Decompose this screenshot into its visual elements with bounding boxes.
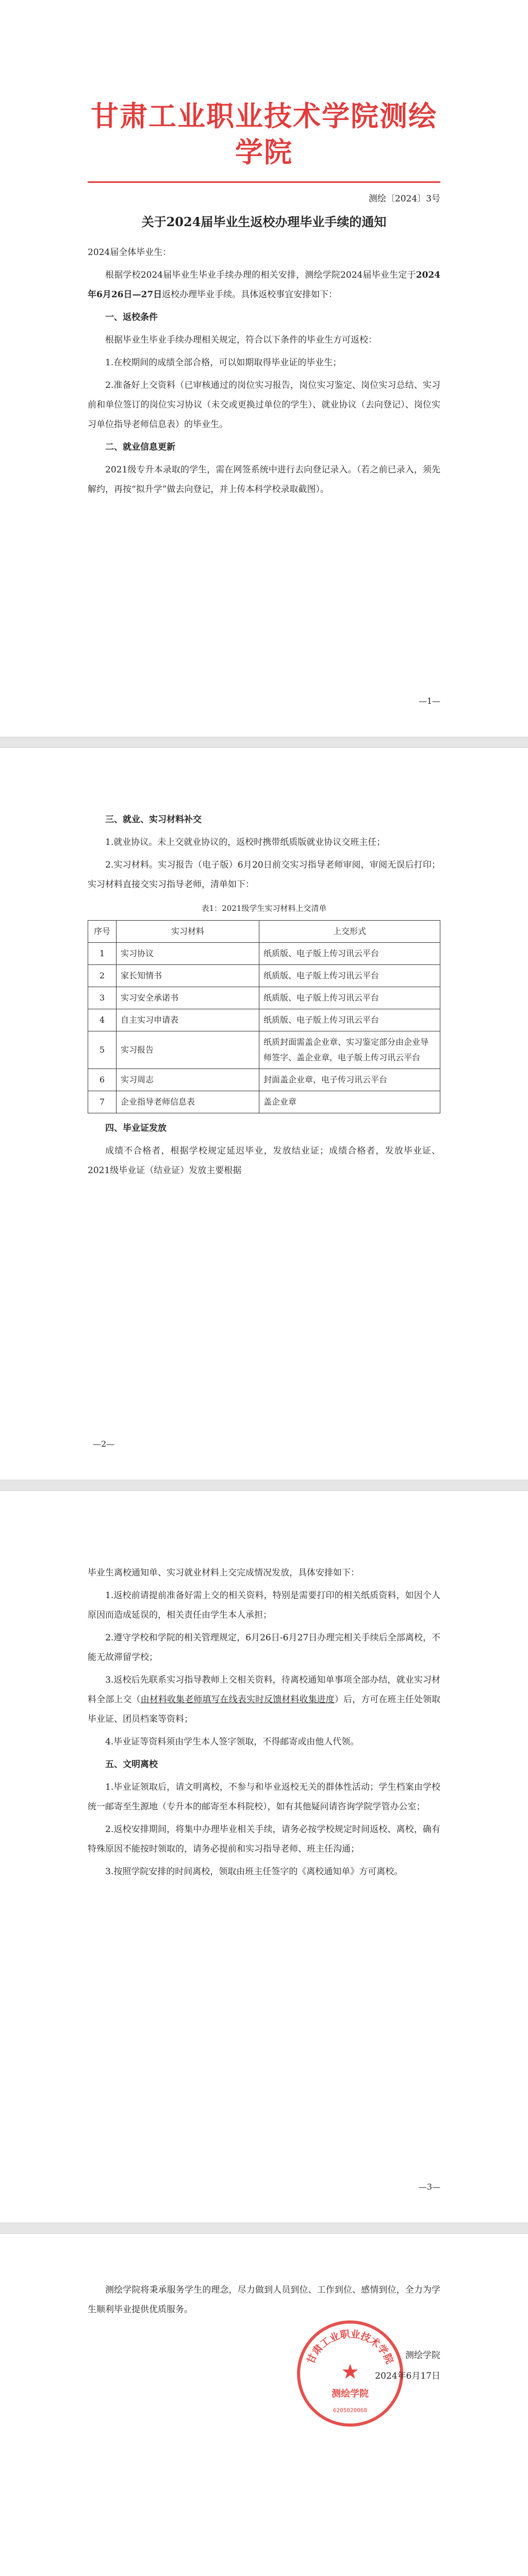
page-number: —3— <box>418 2182 440 2192</box>
page-number: —1— <box>418 696 440 706</box>
table-row <box>88 987 440 1009</box>
section-3-para-2: 2.实习材料。实习报告（电子版）6月20日前交实习指导老师审阅，审阅无误后打印；实习材料直接交实习指导老师，清单如下： <box>88 860 440 890</box>
table-header-material: 实习材料 <box>117 921 259 943</box>
table-cell-form: 封面盖企业章，电子传习讯云平台 <box>259 1069 440 1091</box>
signature-block <box>88 2328 440 2414</box>
svg-text:测绘学院: 测绘学院 <box>332 2388 369 2399</box>
closing-paragraph: 测绘学院将秉承服务学生的理念，尽力做到人员到位、工作到位、感情到位，全力为学生顺利毕业提供优质服务。 <box>88 2285 440 2315</box>
table-header-no: 序号 <box>88 921 117 943</box>
table-cell-material: 实习协议 <box>117 943 259 965</box>
date: 2024年6月17日 <box>375 2371 440 2381</box>
page-separator <box>0 1480 528 1491</box>
doc-number: 测绘〔2024〕3号 <box>368 194 440 204</box>
svg-text:★: ★ <box>341 2360 359 2384</box>
section-5-title: 五、文明离校 <box>105 1759 158 1770</box>
table-cell-no: 6 <box>88 1069 117 1091</box>
document-page-1 <box>0 0 528 737</box>
document-page-2 <box>0 748 528 1480</box>
signer: 测绘学院 <box>405 2350 440 2361</box>
salutation: 2024届全体毕业生： <box>88 247 172 258</box>
page3-para-1: 毕业生离校通知单、实习就业材料上交完成情况发放，具体安排如下： <box>88 1568 359 1578</box>
table-cell-no: 2 <box>88 965 117 987</box>
section-2-title: 二、就业信息更新 <box>105 442 175 452</box>
table-cell-form: 纸质版、电子版上传习讯云平台 <box>259 1009 440 1031</box>
table-cell-material: 实习安全承诺书 <box>117 987 259 1009</box>
table-cell-no: 7 <box>88 1091 117 1113</box>
section-5-para-2: 2.返校安排期间，将集中办理毕业相关手续，请务必按学校规定时间返校、离校，确有特殊原因不能按时领取的，请务必提前和实习指导老师、班主任沟通； <box>88 1824 440 1854</box>
page3-para-3: 2.遵守学校和学院的相关管理规定，6月26日-6月27日办理完相关手续后全部离校，不能无故滞留学校； <box>88 1633 440 1663</box>
section-1-para-2: 1.在校期间的成绩全部合格，可以如期取得毕业证的毕业生； <box>105 358 342 368</box>
section-2-para-1: 2021级专升本录取的学生，需在网签系统中进行去向登记录入。（若之前已录入，须先解约，再按“拟升学”做去向登记，并上传本科学校录取截图）。 <box>88 465 440 495</box>
page3-para-4: 3.返校后先联系实习指导教师上交相关资料，待离校通知单事项全部办结，就业实习材料全部上交（由材料收集老师填写在线表实时反馈材料收集进度）后，方可在班主任处领取毕业证、团员档案等资料； <box>88 1675 441 1724</box>
table-cell-no: 3 <box>88 987 117 1009</box>
table-cell-form: 纸质封面需盖企业章、实习鉴定部分由企业导师签字、盖企业章，电子版上传习讯云平台 <box>259 1031 440 1069</box>
section-1-para-3: 2.准备好上交资料（已审核通过的岗位实习报告，岗位实习鉴定、岗位实习总结、实习前和单位签订的岗位实习协议（未交或更换过单位的学生）、就业协议（去向登记）、岗位实习单位指导老师信息表）的毕业生。 <box>88 380 440 430</box>
table-cell-form: 纸质版、电子版上传习讯云平台 <box>259 987 440 1009</box>
section-5-para-3: 3.按照学院安排的时间离校，领取由班主任签字的《离校通知单》方可离校。 <box>105 1867 403 1877</box>
section-3-para-1: 1.就业协议。未上交就业协议的，返校时携带纸质版就业协议交班主任； <box>105 837 386 848</box>
table-cell-no: 5 <box>88 1031 117 1069</box>
table-cell-no: 4 <box>88 1009 117 1031</box>
section-4-para-1: 成绩不合格者，根据学校规定延迟毕业，发放结业证；成绩合格者，发放毕业证、2021级毕业证（结业证）发放主要根据 <box>88 1146 440 1176</box>
table-cell-material: 实习报告 <box>117 1031 259 1069</box>
table-header-form: 上交形式 <box>259 921 440 943</box>
table-cell-form: 纸质版、电子版上传习讯云平台 <box>259 943 440 965</box>
table-cell-material: 自主实习申请表 <box>117 1009 259 1031</box>
materials-table <box>88 920 440 1113</box>
section-5-para-1: 1.毕业证领取后，请文明离校，不参与和毕业返校无关的群体性活动；学生档案由学校统一邮寄至生源地（专升本的邮寄至本科院校），如有其他疑问请咨询学院学管办公室； <box>88 1782 440 1812</box>
table-cell-material: 实习周志 <box>117 1069 259 1091</box>
svg-text:6205020068: 6205020068 <box>333 2407 368 2414</box>
intro-paragraph: 根据学校2024届毕业生毕业手续办理的相关安排，测绘学院2024届毕业生定于2024年6月26日—27日返校办理毕业手续。具体返校事宜安排如下： <box>88 270 440 300</box>
table-row <box>88 1031 440 1069</box>
table-cell-material: 企业指导老师信息表 <box>117 1091 259 1113</box>
page3-para-5: 4.毕业证等资料须由学生本人签字领取，不得邮寄或由他人代领。 <box>105 1737 359 1747</box>
section-3-title: 三、就业、实习材料补交 <box>105 815 202 825</box>
section-4-title: 四、毕业证发放 <box>105 1123 167 1133</box>
table-cell-no: 1 <box>88 943 117 965</box>
document-page-3 <box>0 1491 528 2223</box>
page3-para-2: 1.返校前请提前准备好需上交的相关资料，特别是需要打印的相关纸质资料，如因个人原因而造成延误的，相关责任由学生本人承担； <box>88 1590 440 1620</box>
page-separator <box>0 737 528 748</box>
table-header-row <box>88 921 440 943</box>
table-row <box>88 1091 440 1113</box>
page-number: —2— <box>93 1439 115 1449</box>
table-row <box>88 943 440 965</box>
doc-title: 关于2024届毕业生返校办理毕业手续的通知 <box>141 214 387 229</box>
table-cell-form: 盖企业章 <box>259 1091 440 1113</box>
section-1-title: 一、返校条件 <box>105 312 158 323</box>
table-row <box>88 965 440 987</box>
table-row <box>88 1069 440 1091</box>
table-row <box>88 1009 440 1031</box>
table-cell-material: 家长知情书 <box>117 965 259 987</box>
svg-text:甘肃工业职业技术学院: 甘肃工业职业技术学院 <box>305 2328 395 2366</box>
page-separator <box>0 2223 528 2234</box>
table-cell-form: 纸质版、电子版上传习讯云平台 <box>259 965 440 987</box>
section-1-para-1: 根据毕业生毕业手续办理相关规定，符合以下条件的毕业生方可返校： <box>105 335 377 345</box>
table-caption: 表1：2021级学生实习材料上交清单 <box>201 904 327 913</box>
org-title: 甘肃工业职业技术学院测绘学院 <box>91 99 437 168</box>
document-page-4 <box>0 2234 528 2576</box>
red-divider <box>88 181 440 183</box>
